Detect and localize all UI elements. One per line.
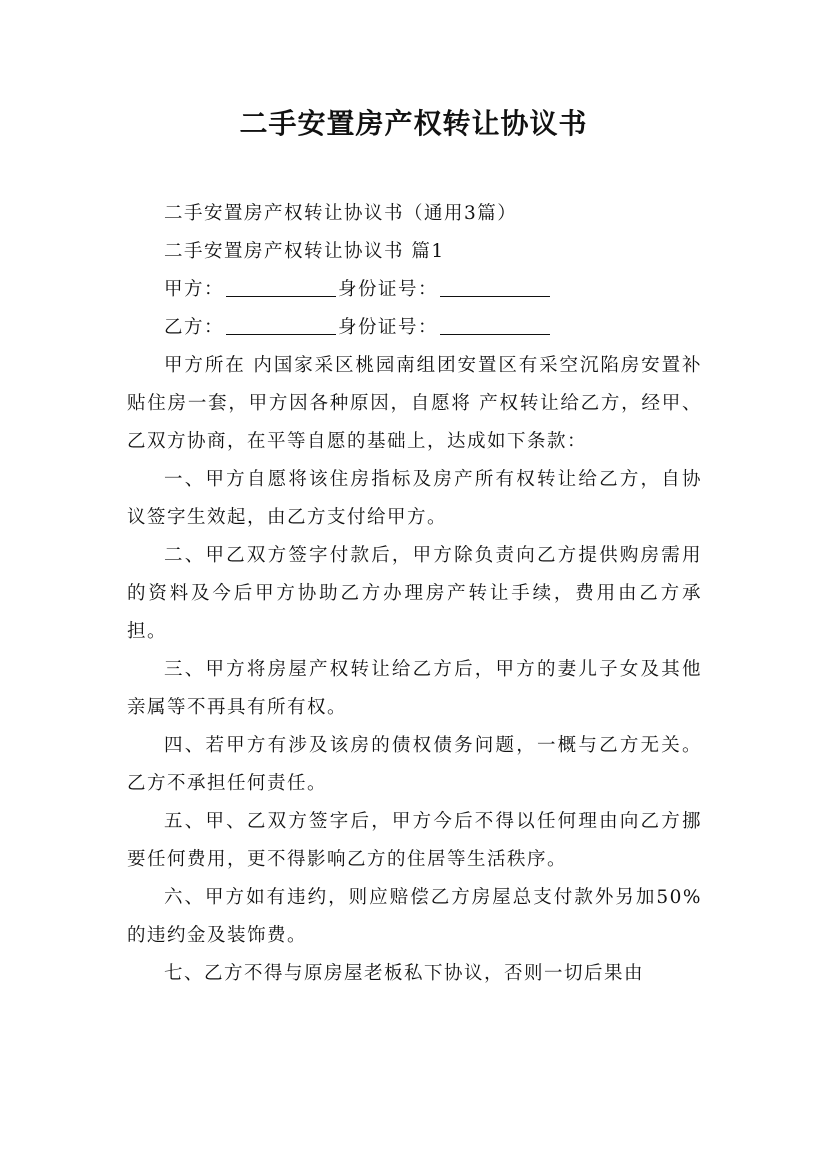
party-a-name-blank xyxy=(226,278,336,298)
party-b-id-label: 身份证号： xyxy=(338,317,439,338)
document-subtitle: 二手安置房产权转让协议书（通用3篇） xyxy=(164,203,518,224)
party-b-name-blank xyxy=(226,316,336,336)
party-a-id-label: 身份证号： xyxy=(338,279,439,300)
party-b-id-blank xyxy=(440,316,550,336)
section-heading: 二手安置房产权转让协议书 篇1 xyxy=(164,241,445,262)
clause-3: 三、甲方将房屋产权转让给乙方后，甲方的妻儿子女及其他亲属等不再具有所有权。 xyxy=(127,659,702,718)
party-a-line xyxy=(127,271,702,309)
party-b-label: 乙方： xyxy=(164,317,225,338)
party-b-line xyxy=(127,309,702,347)
clause-2: 二、甲乙双方签字付款后，甲方除负责向乙方提供购房需用的资料及今后甲方协助乙方办理房产转让手续，费用由乙方承担。 xyxy=(127,545,702,642)
clause-5: 五、甲、乙双方签字后，甲方今后不得以任何理由向乙方挪要任何费用，更不得影响乙方的住居等生活秩序。 xyxy=(127,811,702,870)
document-title: 二手安置房产权转让协议书 xyxy=(239,107,588,140)
clause-6: 六、甲方如有违约，则应赔偿乙方房屋总支付款外另加50%的违约金及装饰费。 xyxy=(127,887,702,946)
clause-7: 七、乙方不得与原房屋老板私下协议，否则一切后果由 xyxy=(164,963,645,984)
clause-1: 一、甲方自愿将该住房指标及房产所有权转让给乙方，自协议签字生效起，由乙方支付给甲方。 xyxy=(127,469,702,528)
party-a-id-blank xyxy=(440,278,550,298)
clause-4: 四、若甲方有涉及该房的债权债务问题，一概与乙方无关。乙方不承担任何责任。 xyxy=(127,735,702,794)
document-body xyxy=(127,195,702,993)
party-a-label: 甲方： xyxy=(164,279,225,300)
intro-paragraph: 甲方所在 内国家采区桃园南组团安置区有采空沉陷房安置补贴住房一套，甲方因各种原因，自愿将 产权转让给乙方，经甲、乙双方协商，在平等自愿的基础上，达成如下条款： xyxy=(127,355,702,452)
